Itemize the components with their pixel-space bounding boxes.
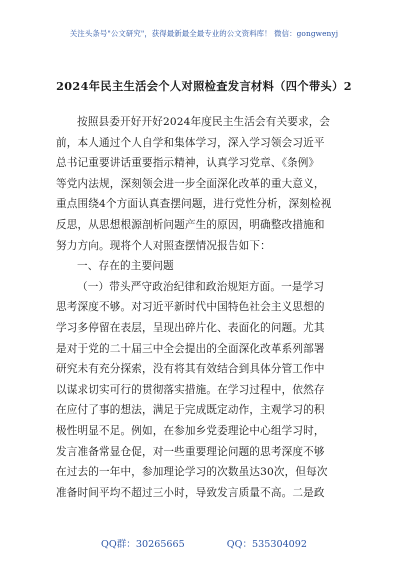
paragraph-line: 准备时间平均不超过三小时，导致发言质量不高。二是政 xyxy=(56,486,325,499)
paragraph-line: 努力方向。现将个人对照查摆情况报告如下： xyxy=(56,239,271,252)
paragraph-line: 等党内法规，深刻领会进一步全面深化改革的重大意义， xyxy=(56,177,325,190)
qq-number: QQ：535304092 xyxy=(226,539,307,550)
paragraph-line: 重点围绕4个方面认真查摆问题，进行党性分析，深刻检视 xyxy=(56,198,332,211)
paragraph-line: 以谋求切实可行的贯彻落实措施。在学习过程中，依然存 xyxy=(56,383,325,396)
paragraph-line: 在应付了事的想法，满足于完成既定动作，主观学习的积 xyxy=(56,404,325,417)
paragraph-line: 极性明显不足。例如，在参加乡党委理论中心组学习时， xyxy=(56,424,325,437)
contact-footer xyxy=(0,536,408,550)
document-title: 2024年民主生活会个人对照检查发言材料（四个带头）2 xyxy=(56,79,352,93)
paragraph-line: 研究未有充分探索，没有将其有效结合到具体分管工作中 xyxy=(56,363,325,376)
paragraph-line: 学习多停留在表层，呈现出碎片化、表面化的问题。尤其 xyxy=(56,321,325,334)
document-body xyxy=(56,112,352,503)
section-heading: 一、存在的主要问题 xyxy=(77,260,174,273)
paragraph-line: 发言准备常显仓促，对一些重要理论问题的思考深度不够 xyxy=(56,445,325,458)
paragraph-line: 在过去的一年中，参加理论学习的次数虽达30次，但每次 xyxy=(56,466,328,479)
paragraph-line: 反思，从思想根源剖析问题产生的原因，明确整改措施和 xyxy=(56,218,325,231)
promo-header: 关注头条号"公文研究"，获得最新最全最专业的公文资料库！ 微信：gongwenyj xyxy=(69,29,339,38)
paragraph-line: 按照县委开好开好2024年度民主生活会有关要求，会 xyxy=(77,116,331,128)
paragraph-line: 总书记重要讲话重要指示精神，认真学习党章、《条例》 xyxy=(56,157,320,170)
qq-group-number: QQ群：30265665 xyxy=(100,539,185,550)
paragraph-line: 思考深度不够。对习近平新时代中国特色社会主义思想的 xyxy=(56,301,325,314)
paragraph-line: 是对于党的二十届三中全会提出的全面深化改革系列部署 xyxy=(56,342,325,355)
paragraph-line: （一）带头严守政治纪律和政治规矩方面。一是学习 xyxy=(77,280,325,293)
paragraph-line: 前，本人通过个人自学和集体学习，深入学习领会习近平 xyxy=(56,136,325,149)
